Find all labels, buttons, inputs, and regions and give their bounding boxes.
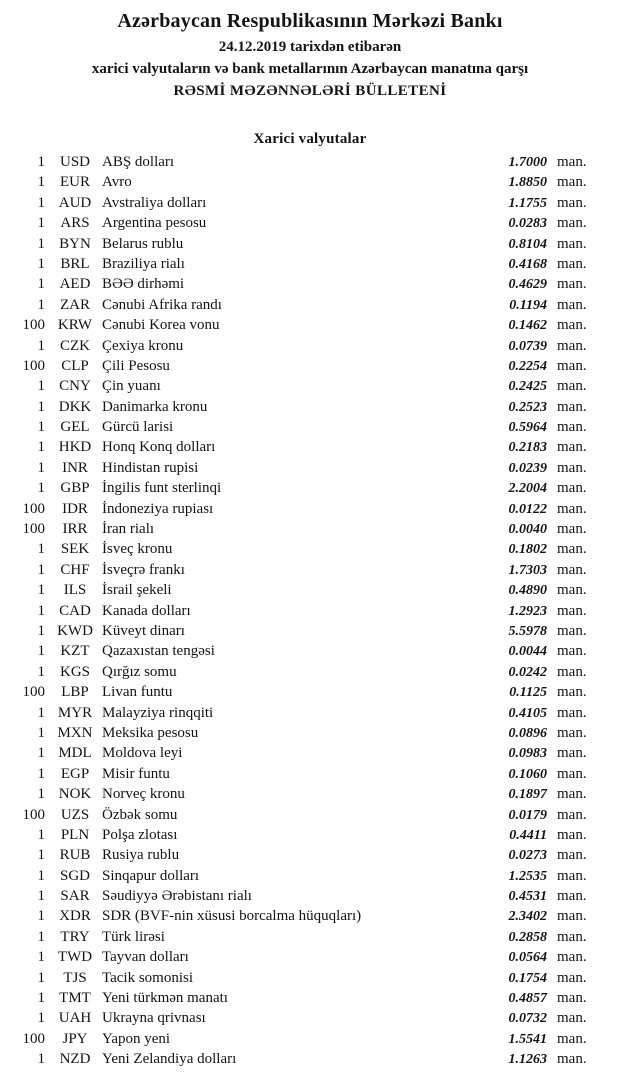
row-unit-label: man.	[557, 1010, 587, 1027]
row-unit-label: man.	[557, 398, 587, 415]
row-currency-name: Tacik somonisi	[102, 969, 194, 986]
table-row	[0, 437, 620, 457]
row-currency-name: Qırğız somu	[102, 663, 177, 680]
row-currency-name: Meksika pesosu	[102, 724, 199, 741]
row-quantity: 100	[22, 521, 45, 538]
row-quantity: 1	[37, 1010, 45, 1027]
table-row	[0, 825, 620, 845]
row-unit-label: man.	[557, 255, 587, 272]
row-quantity: 100	[22, 500, 45, 517]
row-currency-name: İndoneziya rupiası	[102, 500, 214, 517]
row-unit-label: man.	[557, 990, 587, 1007]
row-currency-name: Belarus rublu	[102, 235, 184, 252]
row-quantity: 100	[22, 806, 45, 823]
table-row	[0, 866, 620, 886]
row-currency-name: Malayziya rinqqiti	[102, 704, 214, 721]
section-title-foreign-currencies: Xarici valyutalar	[253, 131, 367, 147]
row-rate-value: 2.3402	[508, 909, 547, 925]
table-row	[0, 417, 620, 437]
table-row	[0, 845, 620, 865]
table-row	[0, 254, 620, 274]
table-row	[0, 805, 620, 825]
row-currency-code: PLN	[60, 826, 90, 843]
row-currency-code: MXN	[57, 724, 93, 741]
row-currency-name: Türk lirəsi	[102, 928, 165, 945]
row-currency-name: Honq Konq dolları	[102, 439, 216, 456]
row-quantity: 1	[37, 255, 45, 272]
row-currency-code: AUD	[58, 194, 92, 211]
row-quantity: 1	[37, 541, 45, 558]
rates-table	[0, 152, 620, 1070]
row-currency-code: IRR	[62, 521, 88, 538]
bank-name-title: Azərbaycan Respublikasının Mərkəzi Bankı	[117, 10, 503, 32]
row-rate-value: 1.2535	[508, 868, 547, 884]
row-rate-value: 0.0739	[508, 338, 547, 354]
row-currency-code: ILS	[63, 582, 87, 599]
row-currency-code: NZD	[59, 1051, 91, 1068]
row-unit-label: man.	[557, 1051, 587, 1068]
row-rate-value: 0.0896	[508, 725, 547, 741]
row-quantity: 1	[37, 602, 45, 619]
row-quantity: 1	[37, 235, 45, 252]
row-unit-label: man.	[557, 888, 587, 905]
row-currency-name: Misir funtu	[102, 765, 170, 782]
row-quantity: 1	[37, 480, 45, 497]
row-rate-value: 0.2183	[508, 440, 547, 456]
row-unit-label: man.	[557, 826, 587, 843]
table-row	[0, 213, 620, 233]
row-quantity: 1	[37, 847, 45, 864]
table-row	[0, 968, 620, 988]
row-currency-code: MDL	[58, 745, 92, 762]
row-currency-name: ABŞ dolları	[102, 154, 175, 170]
row-rate-value: 5.5978	[508, 623, 547, 639]
row-currency-code: UAH	[58, 1010, 92, 1027]
row-currency-code: SGD	[59, 867, 90, 884]
row-currency-name: BƏƏ dirhəmi	[102, 276, 185, 293]
table-row	[0, 743, 620, 763]
row-currency-name: Norveç kronu	[102, 786, 185, 803]
subject-line: xarici valyutaların və bank metallarının Azərbaycan manatına qarşı	[91, 61, 529, 77]
row-currency-code: TRY	[60, 928, 90, 945]
row-unit-label: man.	[557, 1030, 587, 1047]
row-rate-value: 0.4105	[508, 705, 547, 721]
row-quantity: 1	[37, 194, 45, 211]
table-row	[0, 397, 620, 417]
table-row	[0, 682, 620, 702]
table-row	[0, 580, 620, 600]
table-row	[0, 906, 620, 926]
row-currency-code: SEK	[60, 541, 90, 558]
row-rate-value: 1.5541	[508, 1031, 547, 1047]
row-currency-code: UZS	[60, 806, 90, 823]
row-currency-code: ZAR	[60, 296, 90, 313]
table-row	[0, 1029, 620, 1049]
row-rate-value: 0.0564	[508, 950, 547, 966]
row-currency-code: TWD	[57, 949, 93, 966]
row-currency-code: DKK	[58, 398, 92, 415]
row-rate-value: 1.7303	[508, 562, 547, 578]
row-unit-label: man.	[557, 969, 587, 986]
row-currency-code: KRW	[57, 317, 93, 334]
table-row	[0, 1049, 620, 1069]
row-currency-name: Cənubi Afrika randı	[102, 296, 222, 313]
row-quantity: 1	[37, 561, 45, 578]
row-unit-label: man.	[557, 337, 587, 354]
row-unit-label: man.	[557, 500, 587, 517]
row-unit-label: man.	[557, 908, 587, 925]
row-rate-value: 0.8104	[508, 236, 547, 252]
row-currency-code: TMT	[59, 990, 91, 1007]
row-unit-label: man.	[557, 867, 587, 884]
row-unit-label: man.	[557, 847, 587, 864]
row-rate-value: 1.2923	[508, 603, 547, 619]
row-unit-label: man.	[557, 419, 587, 436]
row-currency-name: Səudiyyə Ərəbistanı rialı	[102, 888, 252, 905]
row-rate-value: 0.0242	[508, 664, 547, 680]
row-unit-label: man.	[557, 704, 587, 721]
row-quantity: 100	[22, 1030, 45, 1047]
row-rate-value: 0.1060	[508, 766, 547, 782]
bulletin-title: RƏSMİ MƏZƏNNƏLƏRİ BÜLLETENİ	[173, 83, 447, 99]
row-currency-name: Avstraliya dolları	[102, 194, 207, 211]
row-quantity: 1	[37, 174, 45, 191]
row-quantity: 1	[37, 765, 45, 782]
row-rate-value: 0.1802	[508, 542, 547, 558]
row-rate-value: 0.0239	[508, 460, 547, 476]
table-row	[0, 172, 620, 192]
table-row	[0, 376, 620, 396]
row-unit-label: man.	[557, 561, 587, 578]
row-currency-code: INR	[62, 459, 88, 476]
table-row	[0, 519, 620, 539]
row-rate-value: 1.1263	[508, 1052, 547, 1068]
row-currency-code: CAD	[59, 602, 91, 619]
table-row	[0, 539, 620, 559]
table-row	[0, 152, 620, 172]
row-currency-code: EGP	[60, 765, 90, 782]
row-unit-label: man.	[557, 949, 587, 966]
row-currency-code: EUR	[60, 174, 90, 191]
table-row	[0, 234, 620, 254]
row-unit-label: man.	[557, 154, 587, 170]
row-unit-label: man.	[557, 174, 587, 191]
row-currency-code: USD	[59, 154, 90, 170]
row-rate-value: 0.4857	[508, 991, 547, 1007]
row-currency-name: İsrail şekeli	[102, 582, 172, 599]
row-currency-name: İsveç kronu	[102, 541, 173, 558]
row-quantity: 1	[37, 908, 45, 925]
row-unit-label: man.	[557, 745, 587, 762]
table-row	[0, 703, 620, 723]
row-currency-name: Braziliya rialı	[102, 255, 185, 272]
row-currency-code: AED	[59, 276, 91, 293]
row-rate-value: 0.0983	[508, 746, 547, 762]
row-quantity: 1	[37, 704, 45, 721]
row-rate-value: 0.0283	[508, 216, 547, 232]
table-row	[0, 601, 620, 621]
table-row	[0, 336, 620, 356]
row-currency-name: Çexiya kronu	[102, 337, 184, 354]
row-currency-name: İsveçrə frankı	[102, 561, 185, 578]
row-quantity: 1	[37, 378, 45, 395]
table-row	[0, 458, 620, 478]
row-unit-label: man.	[557, 786, 587, 803]
row-rate-value: 0.2523	[508, 399, 547, 415]
row-currency-name: Livan funtu	[102, 684, 173, 701]
row-currency-code: TJS	[63, 969, 87, 986]
row-unit-label: man.	[557, 663, 587, 680]
row-currency-code: RUB	[59, 847, 91, 864]
table-row	[0, 193, 620, 213]
row-quantity: 1	[37, 398, 45, 415]
table-row	[0, 641, 620, 661]
row-quantity: 1	[37, 296, 45, 313]
row-unit-label: man.	[557, 459, 587, 476]
row-rate-value: 0.2858	[508, 929, 547, 945]
row-currency-name: Danimarka kronu	[102, 398, 208, 415]
row-rate-value: 0.0122	[508, 501, 547, 517]
row-unit-label: man.	[557, 765, 587, 782]
row-quantity: 100	[22, 357, 45, 374]
row-currency-code: NOK	[58, 786, 92, 803]
table-row	[0, 621, 620, 641]
row-currency-name: Küveyt dinarı	[102, 622, 185, 639]
row-quantity: 1	[37, 582, 45, 599]
row-rate-value: 0.4629	[508, 277, 547, 293]
row-quantity: 1	[37, 969, 45, 986]
row-currency-name: İran rialı	[102, 521, 155, 538]
row-currency-name: Argentina pesosu	[102, 215, 207, 232]
row-unit-label: man.	[557, 439, 587, 456]
row-rate-value: 0.0732	[508, 1011, 547, 1027]
row-quantity: 1	[37, 949, 45, 966]
row-rate-value: 1.8850	[508, 175, 547, 191]
row-currency-code: BYN	[59, 235, 91, 252]
row-quantity: 100	[22, 317, 45, 334]
table-row	[0, 295, 620, 315]
row-quantity: 1	[37, 745, 45, 762]
row-rate-value: 0.2254	[508, 358, 547, 374]
table-row	[0, 886, 620, 906]
row-currency-name: Rusiya rublu	[102, 847, 180, 864]
row-unit-label: man.	[557, 724, 587, 741]
row-unit-label: man.	[557, 480, 587, 497]
row-quantity: 1	[37, 622, 45, 639]
table-row	[0, 927, 620, 947]
table-row	[0, 315, 620, 335]
row-currency-code: GBP	[60, 480, 90, 497]
row-currency-name: Özbək somu	[102, 806, 178, 823]
row-quantity: 1	[37, 663, 45, 680]
row-rate-value: 0.0044	[508, 644, 547, 660]
row-currency-name: Qazaxıstan tengəsi	[102, 643, 215, 660]
row-currency-code: CNY	[59, 378, 91, 395]
table-row	[0, 499, 620, 519]
row-currency-name: Yapon yeni	[102, 1030, 171, 1047]
table-row	[0, 274, 620, 294]
table-row	[0, 356, 620, 376]
row-currency-name: Polşa zlotası	[102, 826, 178, 843]
row-rate-value: 0.4411	[509, 827, 547, 843]
row-currency-name: Sinqapur dolları	[102, 867, 200, 884]
row-currency-name: SDR (BVF-nin xüsusi borcalma hüquqları)	[102, 908, 362, 925]
row-currency-name: İngilis funt sterlinqi	[102, 480, 222, 497]
row-quantity: 1	[37, 154, 45, 170]
effective-date-line: 24.12.2019 tarixdən etibarən	[218, 39, 402, 55]
row-currency-code: KZT	[60, 643, 90, 660]
row-rate-value: 0.1194	[509, 297, 547, 313]
row-quantity: 1	[37, 459, 45, 476]
table-row	[0, 478, 620, 498]
row-currency-code: BRL	[60, 255, 90, 272]
row-quantity: 1	[37, 1051, 45, 1068]
row-currency-code: CZK	[60, 337, 90, 354]
row-currency-code: ARS	[60, 215, 90, 232]
row-unit-label: man.	[557, 582, 587, 599]
row-unit-label: man.	[557, 378, 587, 395]
row-quantity: 1	[37, 990, 45, 1007]
row-rate-value: 0.1462	[508, 318, 547, 334]
row-rate-value: 0.0179	[508, 807, 547, 823]
row-rate-value: 0.2425	[508, 379, 547, 395]
row-unit-label: man.	[557, 215, 587, 232]
row-unit-label: man.	[557, 521, 587, 538]
row-quantity: 1	[37, 215, 45, 232]
row-quantity: 1	[37, 337, 45, 354]
row-currency-code: HKD	[58, 439, 92, 456]
row-quantity: 1	[37, 419, 45, 436]
row-unit-label: man.	[557, 317, 587, 334]
row-currency-name: Yeni türkmən manatı	[102, 990, 228, 1007]
row-unit-label: man.	[557, 235, 587, 252]
row-currency-name: Tayvan dolları	[102, 949, 189, 966]
row-currency-code: SAR	[60, 888, 90, 905]
row-rate-value: 0.4168	[508, 256, 547, 272]
table-row	[0, 988, 620, 1008]
row-rate-value: 0.0040	[508, 522, 547, 538]
row-currency-name: Çili Pesosu	[102, 357, 170, 374]
row-currency-name: Avro	[102, 174, 132, 191]
row-currency-name: Ukrayna qrivnası	[102, 1010, 206, 1027]
row-unit-label: man.	[557, 684, 587, 701]
row-currency-code: KWD	[57, 622, 93, 639]
row-quantity: 1	[37, 867, 45, 884]
row-currency-name: Hindistan rupisi	[102, 459, 199, 476]
table-row	[0, 947, 620, 967]
row-currency-code: CHF	[60, 561, 90, 578]
table-row	[0, 662, 620, 682]
row-quantity: 1	[37, 888, 45, 905]
row-currency-name: Gürcü larisi	[102, 419, 174, 436]
row-unit-label: man.	[557, 806, 587, 823]
row-quantity: 100	[22, 684, 45, 701]
row-rate-value: 0.0273	[508, 848, 547, 864]
row-unit-label: man.	[557, 541, 587, 558]
table-row	[0, 723, 620, 743]
row-rate-value: 0.1897	[508, 787, 547, 803]
table-row	[0, 1008, 620, 1028]
row-currency-code: GEL	[60, 419, 90, 436]
row-rate-value: 1.7000	[508, 155, 547, 170]
row-quantity: 1	[37, 439, 45, 456]
row-currency-name: Çin yuanı	[102, 378, 161, 395]
row-currency-code: IDR	[62, 500, 88, 517]
row-currency-name: Cənubi Korea vonu	[102, 317, 220, 334]
row-rate-value: 0.1125	[509, 685, 547, 701]
row-unit-label: man.	[557, 194, 587, 211]
table-row	[0, 764, 620, 784]
row-unit-label: man.	[557, 622, 587, 639]
row-unit-label: man.	[557, 296, 587, 313]
row-quantity: 1	[37, 276, 45, 293]
row-unit-label: man.	[557, 643, 587, 660]
row-currency-code: JPY	[62, 1030, 88, 1047]
row-currency-name: Kanada dolları	[102, 602, 191, 619]
row-unit-label: man.	[557, 357, 587, 374]
row-rate-value: 1.1755	[508, 195, 547, 211]
row-unit-label: man.	[557, 276, 587, 293]
row-quantity: 1	[37, 786, 45, 803]
row-currency-code: MYR	[57, 704, 93, 721]
document-header	[0, 6, 620, 102]
row-unit-label: man.	[557, 602, 587, 619]
row-quantity: 1	[37, 826, 45, 843]
table-row	[0, 560, 620, 580]
row-currency-name: Moldova leyi	[102, 745, 183, 762]
row-rate-value: 0.5964	[508, 420, 547, 436]
row-rate-value: 0.4531	[508, 889, 547, 905]
row-quantity: 1	[37, 724, 45, 741]
row-quantity: 1	[37, 643, 45, 660]
row-rate-value: 0.4890	[508, 583, 547, 599]
row-rate-value: 2.2004	[508, 481, 547, 497]
row-currency-name: Yeni Zelandiya dolları	[102, 1051, 237, 1068]
table-row	[0, 784, 620, 804]
row-rate-value: 0.1754	[508, 970, 547, 986]
row-unit-label: man.	[557, 928, 587, 945]
row-currency-code: KGS	[59, 663, 90, 680]
row-currency-code: CLP	[61, 357, 89, 374]
row-currency-code: XDR	[59, 908, 91, 925]
row-quantity: 1	[37, 928, 45, 945]
row-currency-code: LBP	[61, 684, 89, 701]
